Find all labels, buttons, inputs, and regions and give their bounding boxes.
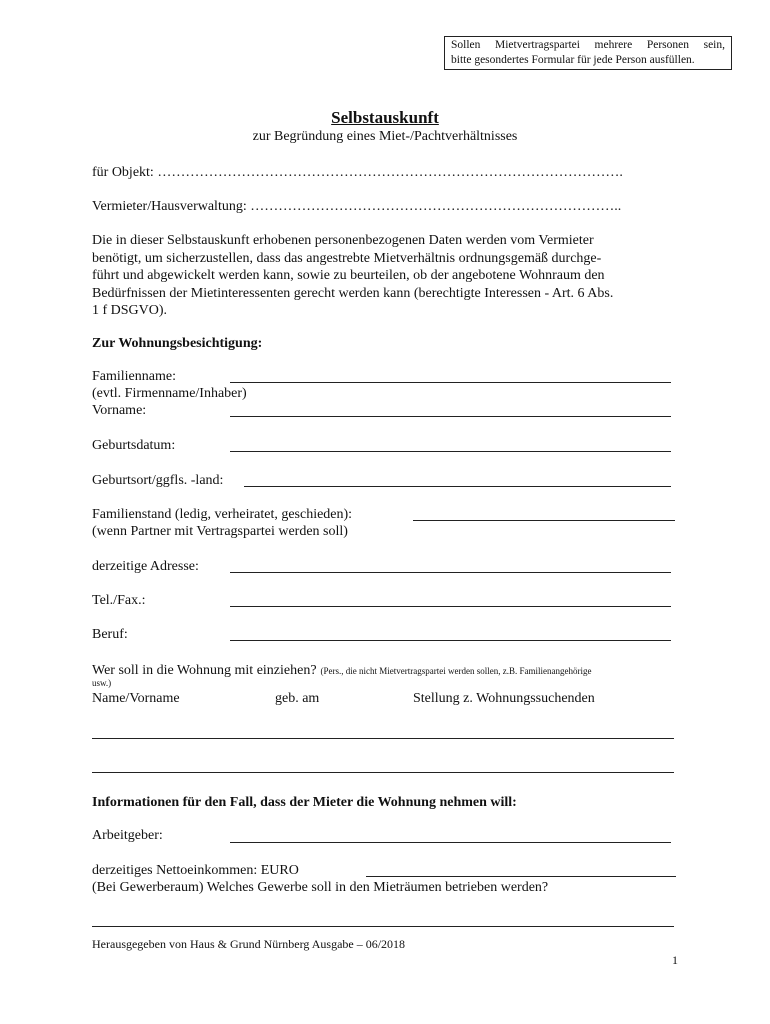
geburtsort-input-line[interactable] — [244, 486, 671, 487]
geburtsdatum-input-line[interactable] — [230, 451, 671, 452]
cohabitants-note-continued: usw.) — [92, 678, 112, 688]
adresse-input-line[interactable] — [230, 572, 671, 573]
adresse-label: derzeitige Adresse: — [92, 559, 199, 574]
cohabitants-question-text: Wer soll in die Wohnung mit einziehen? — [92, 663, 317, 678]
gewerbe-label: (Bei Gewerberaum) Welches Gewerbe soll in den Mieträumen betrieben werden? — [92, 880, 549, 895]
notice-line-1: Sollen Mietvertragspartei mehrere Personen sein, — [451, 39, 725, 51]
vorname-input-line[interactable] — [230, 416, 671, 417]
vorname-label: Vorname: — [92, 403, 147, 418]
gewerbe-input-line[interactable] — [92, 926, 674, 927]
page-title: Selbstauskunft — [331, 108, 439, 127]
nettoeinkommen-label: derzeitiges Nettoeinkommen: EURO — [92, 863, 299, 878]
telefon-input-line[interactable] — [230, 606, 671, 607]
arbeitgeber-label: Arbeitgeber: — [92, 828, 163, 843]
cohabitants-note: (Pers., die nicht Mietvertragspartei werden sollen, z.B. Familienangehörige — [320, 666, 592, 676]
page-subtitle: zur Begründung eines Miet-/Pachtverhältnisses — [252, 129, 518, 144]
notice-line-2: bitte gesondertes Formular für jede Person ausfüllen. — [451, 54, 695, 66]
section-heading-viewing: Zur Wohnungsbesichtigung: — [92, 336, 263, 351]
vermieter-field[interactable]: Vermieter/Hausverwaltung: …………………………………………………………………….. — [92, 199, 622, 214]
section-heading-info: Informationen für den Fall, dass der Mieter die Wohnung nehmen will: — [92, 795, 517, 810]
telefon-label: Tel./Fax.: — [92, 593, 146, 608]
cohabitant-entry-line[interactable] — [92, 738, 674, 739]
familienname-label: Familienname: — [92, 369, 176, 384]
geburtsort-label: Geburtsort/ggfls. -land: — [92, 473, 224, 488]
familienstand-input-line[interactable] — [413, 520, 675, 521]
multiple-persons-notice-box — [444, 36, 732, 70]
beruf-input-line[interactable] — [230, 640, 671, 641]
privacy-line: Bedürfnissen der Mietinteressenten gerecht werden kann (berechtigte Interessen - Art. 6 Abs. — [92, 285, 614, 301]
privacy-line: 1 f DSGVO). — [92, 303, 168, 318]
arbeitgeber-input-line[interactable] — [230, 842, 671, 843]
privacy-line: führt und abgewickelt werden kann, sowie zu beurteilen, ob der angebotene Wohnraum den — [92, 268, 605, 283]
partner-note: (wenn Partner mit Vertragspartei werden soll) — [92, 524, 348, 539]
column-header-birthdate: geb. am — [275, 691, 320, 706]
objekt-field[interactable]: für Objekt: ………………………………………………………………………………………. — [92, 165, 623, 180]
cohabitant-entry-line[interactable] — [92, 772, 674, 773]
beruf-label: Beruf: — [92, 627, 128, 642]
column-header-relation: Stellung z. Wohnungssuchenden — [413, 691, 595, 706]
familienname-input-line[interactable] — [230, 382, 671, 383]
firmenname-label: (evtl. Firmenname/Inhaber) — [92, 386, 247, 401]
privacy-line: benötigt, um sicherzustellen, dass das angestrebte Mietverhältnis ordnungsgemäß durchge- — [92, 250, 602, 266]
privacy-line: Die in dieser Selbstauskunft erhobenen personenbezogenen Daten werden vom Vermieter — [92, 233, 594, 248]
page-number: 1 — [672, 953, 678, 967]
footer-publisher: Herausgegeben von Haus & Grund Nürnberg Ausgabe – 06/2018 — [92, 937, 406, 951]
column-header-name: Name/Vorname — [92, 691, 180, 706]
privacy-paragraph — [92, 232, 678, 320]
familienstand-label: Familienstand (ledig, verheiratet, geschieden): — [92, 507, 353, 522]
nettoeinkommen-input-line[interactable] — [366, 876, 676, 877]
cohabitants-question — [92, 661, 591, 679]
geburtsdatum-label: Geburtsdatum: — [92, 438, 176, 453]
